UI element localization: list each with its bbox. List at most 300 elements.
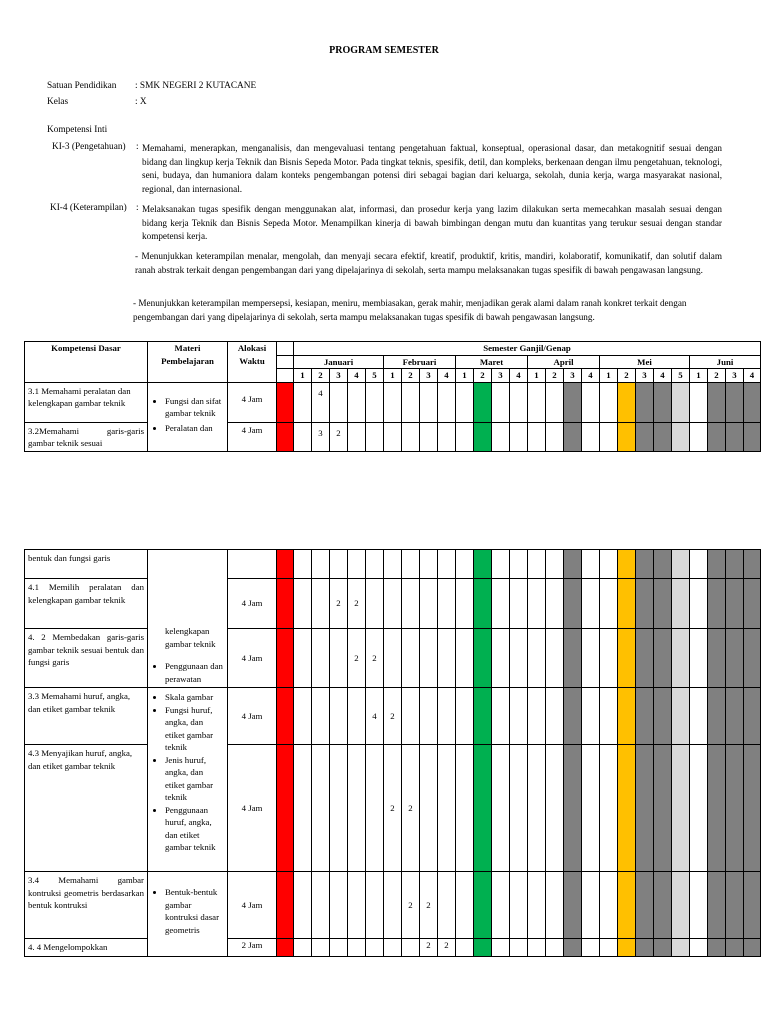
week-cell xyxy=(330,550,348,579)
week-cell-marked xyxy=(672,382,690,422)
week-cell-marked xyxy=(636,939,654,957)
header-month-1: Januari xyxy=(294,355,384,369)
week-cell: 2 xyxy=(402,872,420,939)
header-month-2: Februari xyxy=(384,355,456,369)
week-cell xyxy=(330,745,348,872)
kd-cell: 4. 2 Membedakan garis-garis gambar teknik sesuai bentuk dan fungsi garis xyxy=(25,629,148,688)
week-cell-marked xyxy=(654,382,672,422)
kd-cell: bentuk dan fungsi garis xyxy=(25,550,148,579)
week-cell xyxy=(528,688,546,745)
week-cell xyxy=(348,939,366,957)
header-materi: Materi Pembelajaran xyxy=(148,342,228,383)
week-cell: 2 xyxy=(348,629,366,688)
week-cell xyxy=(546,939,564,957)
header-week: 4 xyxy=(348,369,366,383)
week-cell xyxy=(690,939,708,957)
week-cell xyxy=(510,939,528,957)
week-cell xyxy=(330,688,348,745)
week-cell-marked xyxy=(277,629,294,688)
week-cell xyxy=(582,422,600,451)
alokasi-cell: 4 Jam xyxy=(228,382,277,422)
materi-cell xyxy=(148,382,228,451)
week-cell xyxy=(510,629,528,688)
header-spacer xyxy=(277,342,294,356)
materi-cell xyxy=(148,688,228,872)
week-cell-marked xyxy=(277,382,294,422)
week-cell-marked xyxy=(277,550,294,579)
ki-heading: Kompetensi Inti xyxy=(47,125,108,135)
week-cell xyxy=(312,872,330,939)
week-cell-marked xyxy=(564,422,582,451)
week-cell xyxy=(366,382,384,422)
week-cell xyxy=(456,872,474,939)
week-cell-marked xyxy=(708,939,726,957)
week-cell: 4 xyxy=(312,382,330,422)
week-cell xyxy=(294,550,312,579)
header-week: 3 xyxy=(564,369,582,383)
week-cell-marked xyxy=(618,872,636,939)
week-cell xyxy=(438,550,456,579)
week-cell-marked xyxy=(564,629,582,688)
alokasi-cell: 4 Jam xyxy=(228,745,277,872)
week-cell xyxy=(402,422,420,451)
ki4-label: KI-4 (Keterampilan) xyxy=(50,203,127,213)
week-cell-marked xyxy=(744,688,761,745)
week-cell xyxy=(366,579,384,629)
week-cell-marked xyxy=(744,872,761,939)
week-cell xyxy=(402,550,420,579)
alokasi-cell: 4 Jam xyxy=(228,629,277,688)
week-cell-marked xyxy=(654,939,672,957)
week-cell xyxy=(492,550,510,579)
week-cell xyxy=(438,382,456,422)
week-cell xyxy=(294,872,312,939)
week-cell-marked xyxy=(564,550,582,579)
week-cell-marked xyxy=(564,745,582,872)
week-cell xyxy=(492,629,510,688)
kd-cell: 3.4 Memahami gambar kontruksi geometris berdasarkan bentuk kontruksi xyxy=(25,872,148,939)
week-cell xyxy=(456,550,474,579)
header-week: 3 xyxy=(420,369,438,383)
week-cell xyxy=(348,550,366,579)
header-week: 3 xyxy=(330,369,348,383)
week-cell-marked xyxy=(744,422,761,451)
week-cell-marked xyxy=(636,872,654,939)
header-week: 4 xyxy=(438,369,456,383)
week-cell-marked xyxy=(277,422,294,451)
ki4-text: Melaksanakan tugas spesifik dengan menggunakan alat, informasi, dan prosedur kerja yang lazim dilakukan serta memecahkan masalah sesuai dengan bidang kerja Teknik dan Bisnis Sepeda Motor. Menampilkan kinerja di bawah bimbingan dengan mutu dan kuantitas yang terukur sesuai dengan standar kompetensi kerja. xyxy=(142,204,722,242)
week-cell-marked xyxy=(564,382,582,422)
ki3-text: Memahami, menerapkan, menganalisis, dan mengevaluasi tentang pengetahuan faktual, konseptual, operasional dasar, dan metakognitif sesuai dengan bidang dan lingkup kerja Teknik dan Bisnis Sepeda Motor. Pada tingkat teknis, spesifik, detil, dan kompleks, berkenaan dengan ilmu pengetahuan, teknologi, seni, budaya, dan humaniora dalam konteks pengembangan potensi diri sebagai bagian dari keluarga, sekolah, dunia kerja, warga masyarakat nasional, regional, dan internasional. xyxy=(142,143,722,194)
week-cell xyxy=(420,629,438,688)
week-cell xyxy=(456,745,474,872)
week-cell xyxy=(510,688,528,745)
kd-cell: 4. 4 Mengelompokkan xyxy=(25,939,148,957)
week-cell-marked xyxy=(672,745,690,872)
header-month-6: Juni xyxy=(690,355,761,369)
week-cell xyxy=(456,422,474,451)
kelas-label: Kelas xyxy=(47,97,69,107)
week-cell xyxy=(312,939,330,957)
week-cell xyxy=(528,939,546,957)
header-week: 2 xyxy=(708,369,726,383)
week-cell xyxy=(492,745,510,872)
week-cell xyxy=(492,579,510,629)
week-cell: 2 xyxy=(402,745,420,872)
week-cell xyxy=(546,550,564,579)
week-cell xyxy=(384,872,402,939)
materi-item: • Fungsi huruf, angka, dan etiket gambar teknik xyxy=(165,704,224,754)
week-cell-marked xyxy=(672,688,690,745)
alokasi-cell: 4 Jam xyxy=(228,579,277,629)
week-cell xyxy=(528,422,546,451)
week-cell-marked xyxy=(744,939,761,957)
header-month-3: Maret xyxy=(456,355,528,369)
week-cell xyxy=(294,422,312,451)
materi-item: • Jenis huruf, angka, dan etiket gambar teknik xyxy=(165,754,224,804)
header-week: 3 xyxy=(492,369,510,383)
week-cell xyxy=(582,872,600,939)
week-cell-marked xyxy=(654,579,672,629)
week-cell xyxy=(438,422,456,451)
page-title: PROGRAM SEMESTER xyxy=(329,45,439,56)
week-cell xyxy=(294,579,312,629)
week-cell xyxy=(312,629,330,688)
week-cell-marked xyxy=(708,422,726,451)
week-cell-marked xyxy=(708,579,726,629)
week-cell xyxy=(582,382,600,422)
week-cell xyxy=(600,382,618,422)
week-cell xyxy=(366,872,384,939)
week-cell xyxy=(402,629,420,688)
week-cell xyxy=(600,550,618,579)
week-cell xyxy=(582,688,600,745)
week-cell-marked xyxy=(726,688,744,745)
ki4-bullet-2: - Menunjukkan keterampilan mempersepsi, kesiapan, meniru, membiasakan, gerak mahir, menjadikan gerak alami dalam ranah konkret terkait dengan pengembangan dari yang dipelajarinya di sekolah, serta mampu melaksanakan tugas spesifik di bawah pengawasan langsung. xyxy=(133,298,687,322)
week-cell xyxy=(330,382,348,422)
satuan-value: : SMK NEGERI 2 KUTACANE xyxy=(135,81,257,91)
kd-cell: 3.3 Memahami huruf, angka, dan etiket gambar teknik xyxy=(25,688,148,745)
week-cell xyxy=(456,688,474,745)
week-cell-marked xyxy=(726,579,744,629)
week-cell-marked xyxy=(636,422,654,451)
header-week: 2 xyxy=(402,369,420,383)
week-cell xyxy=(582,939,600,957)
week-cell-marked xyxy=(654,688,672,745)
week-cell-marked xyxy=(618,688,636,745)
header-week: 2 xyxy=(546,369,564,383)
week-cell-marked xyxy=(726,872,744,939)
week-cell xyxy=(402,688,420,745)
week-cell xyxy=(438,579,456,629)
header-alokasi: Alokasi Waktu xyxy=(228,342,277,383)
week-cell xyxy=(546,422,564,451)
header-week: 3 xyxy=(636,369,654,383)
week-cell: 2 xyxy=(366,629,384,688)
week-cell xyxy=(690,422,708,451)
week-cell xyxy=(420,579,438,629)
week-cell xyxy=(402,939,420,957)
week-cell xyxy=(492,939,510,957)
week-cell xyxy=(546,688,564,745)
week-cell xyxy=(384,422,402,451)
week-cell: 2 xyxy=(348,579,366,629)
week-cell xyxy=(294,939,312,957)
week-cell xyxy=(528,629,546,688)
week-cell-marked xyxy=(474,550,492,579)
program-table-2 xyxy=(24,549,761,957)
week-cell xyxy=(510,872,528,939)
week-cell: 3 xyxy=(312,422,330,451)
week-cell-marked xyxy=(636,688,654,745)
week-cell xyxy=(600,579,618,629)
week-cell-marked xyxy=(672,939,690,957)
week-cell xyxy=(546,382,564,422)
header-week: 1 xyxy=(384,369,402,383)
week-cell xyxy=(690,579,708,629)
week-cell xyxy=(330,629,348,688)
week-cell-marked xyxy=(564,579,582,629)
week-cell-marked xyxy=(618,745,636,872)
week-cell-marked xyxy=(744,745,761,872)
materi-item: • Skala gambar xyxy=(165,691,224,704)
week-cell-marked xyxy=(474,422,492,451)
week-cell xyxy=(528,579,546,629)
materi-item: • Penggunaan dan perawatan xyxy=(165,660,224,685)
week-cell xyxy=(420,688,438,745)
week-cell xyxy=(528,382,546,422)
week-cell-marked xyxy=(672,550,690,579)
week-cell xyxy=(546,629,564,688)
week-cell xyxy=(366,745,384,872)
alokasi-cell: 4 Jam xyxy=(228,422,277,451)
materi-item: • Peralatan dan xyxy=(165,422,224,435)
week-cell xyxy=(492,688,510,745)
ki3-label: KI-3 (Pengetahuan) xyxy=(52,142,126,152)
week-cell-marked xyxy=(726,550,744,579)
week-cell xyxy=(546,745,564,872)
week-cell-marked xyxy=(708,550,726,579)
week-cell-marked xyxy=(708,382,726,422)
header-spacer-2 xyxy=(277,355,294,369)
week-cell xyxy=(384,550,402,579)
week-cell xyxy=(402,579,420,629)
week-cell xyxy=(456,629,474,688)
week-cell xyxy=(294,629,312,688)
alokasi-cell: 4 Jam xyxy=(228,872,277,939)
week-cell-marked xyxy=(708,688,726,745)
week-cell xyxy=(438,745,456,872)
materi-item: • Penggunaan huruf, angka, dan etiket gambar teknik xyxy=(165,804,224,854)
week-cell xyxy=(600,629,618,688)
week-cell xyxy=(384,382,402,422)
week-cell xyxy=(348,872,366,939)
week-cell xyxy=(384,939,402,957)
week-cell-marked xyxy=(564,939,582,957)
week-cell xyxy=(348,382,366,422)
week-cell xyxy=(492,872,510,939)
week-cell-marked xyxy=(474,688,492,745)
header-week: 4 xyxy=(744,369,761,383)
week-cell-marked xyxy=(726,745,744,872)
header-week: 4 xyxy=(582,369,600,383)
ki3-colon: : xyxy=(136,142,139,152)
materi-item: • Fungsi dan sifat gambar teknik xyxy=(165,395,224,420)
week-cell xyxy=(330,939,348,957)
week-cell xyxy=(600,422,618,451)
materi-cell xyxy=(148,550,228,688)
week-cell-marked xyxy=(564,872,582,939)
header-week: 1 xyxy=(600,369,618,383)
week-cell xyxy=(546,579,564,629)
week-cell: 2 xyxy=(330,579,348,629)
week-cell-marked xyxy=(726,939,744,957)
week-cell xyxy=(690,688,708,745)
satuan-label: Satuan Pendidikan xyxy=(47,81,117,91)
week-cell xyxy=(456,939,474,957)
week-cell xyxy=(492,382,510,422)
kd-cell: 4.3 Menyajikan huruf, angka, dan etiket gambar teknik xyxy=(25,745,148,872)
week-cell xyxy=(348,745,366,872)
materi-text: kelengkapan gambar teknik xyxy=(165,626,216,649)
header-week: 1 xyxy=(528,369,546,383)
header-week: 1 xyxy=(690,369,708,383)
week-cell: 2 xyxy=(420,872,438,939)
week-cell-marked xyxy=(672,422,690,451)
program-table-1 xyxy=(24,341,761,452)
alokasi-cell xyxy=(228,550,277,579)
header-spacer-3 xyxy=(277,369,294,383)
week-cell xyxy=(582,579,600,629)
week-cell-marked xyxy=(744,579,761,629)
week-cell xyxy=(366,550,384,579)
week-cell xyxy=(348,422,366,451)
alokasi-cell: 4 Jam xyxy=(228,688,277,745)
week-cell: 2 xyxy=(330,422,348,451)
week-cell-marked xyxy=(744,382,761,422)
week-cell xyxy=(528,872,546,939)
week-cell-marked xyxy=(618,939,636,957)
week-cell xyxy=(312,688,330,745)
week-cell xyxy=(510,382,528,422)
header-week: 1 xyxy=(456,369,474,383)
week-cell xyxy=(600,939,618,957)
week-cell xyxy=(510,550,528,579)
header-week: 2 xyxy=(618,369,636,383)
week-cell xyxy=(438,872,456,939)
week-cell xyxy=(510,579,528,629)
week-cell-marked xyxy=(744,629,761,688)
week-cell-marked xyxy=(654,422,672,451)
week-cell-marked xyxy=(618,422,636,451)
week-cell xyxy=(690,745,708,872)
week-cell-marked xyxy=(636,579,654,629)
week-cell-marked xyxy=(474,579,492,629)
week-cell-marked xyxy=(636,382,654,422)
week-cell-marked xyxy=(726,382,744,422)
week-cell-marked xyxy=(636,629,654,688)
week-cell xyxy=(510,422,528,451)
week-cell: 2 xyxy=(438,939,456,957)
week-cell xyxy=(420,382,438,422)
week-cell-marked xyxy=(708,629,726,688)
week-cell xyxy=(294,382,312,422)
week-cell xyxy=(528,745,546,872)
week-cell xyxy=(366,422,384,451)
week-cell xyxy=(312,745,330,872)
week-cell xyxy=(384,579,402,629)
week-cell: 2 xyxy=(384,745,402,872)
week-cell-marked xyxy=(277,939,294,957)
week-cell xyxy=(690,629,708,688)
kelas-value: : X xyxy=(135,97,147,107)
week-cell-marked xyxy=(474,939,492,957)
week-cell xyxy=(528,550,546,579)
kd-cell: 3.1 Memahami peralatan dan kelengkapan gambar teknik xyxy=(25,382,148,422)
week-cell-marked xyxy=(672,579,690,629)
header-week: 4 xyxy=(510,369,528,383)
week-cell xyxy=(384,629,402,688)
week-cell-marked xyxy=(708,745,726,872)
week-cell-marked xyxy=(474,745,492,872)
week-cell xyxy=(600,745,618,872)
week-cell xyxy=(690,382,708,422)
week-cell-marked xyxy=(474,629,492,688)
week-cell xyxy=(582,550,600,579)
week-cell xyxy=(366,939,384,957)
header-week: 2 xyxy=(474,369,492,383)
week-cell xyxy=(546,872,564,939)
week-cell xyxy=(600,688,618,745)
week-cell-marked xyxy=(277,745,294,872)
week-cell: 2 xyxy=(384,688,402,745)
week-cell-marked xyxy=(654,745,672,872)
ki4-bullet-1: - Menunjukkan keterampilan menalar, mengolah, dan menyaji secara efektif, kreatif, produktif, kritis, mandiri, kolaboratif, komunikatif, dan solutif dalam ranah abstrak terkait dengan pengembangan dari yang dipelajarinya di sekolah, serta mampu melaksanakan tugas spesifik di bawah pengawasan langsung. xyxy=(135,251,722,275)
week-cell-marked xyxy=(654,872,672,939)
header-week: 5 xyxy=(672,369,690,383)
header-week: 2 xyxy=(312,369,330,383)
header-semester: Semester Ganjil/Genap xyxy=(294,342,761,356)
week-cell-marked xyxy=(708,872,726,939)
week-cell xyxy=(312,579,330,629)
week-cell xyxy=(456,382,474,422)
kd-cell: 3.2Memahami garis-garis gambar teknik sesuai xyxy=(25,422,148,451)
week-cell xyxy=(438,629,456,688)
week-cell xyxy=(420,422,438,451)
week-cell-marked xyxy=(654,550,672,579)
week-cell-marked xyxy=(636,550,654,579)
week-cell-marked xyxy=(618,629,636,688)
week-cell xyxy=(438,688,456,745)
week-cell xyxy=(312,550,330,579)
week-cell xyxy=(402,382,420,422)
week-cell-marked xyxy=(564,688,582,745)
week-cell xyxy=(294,688,312,745)
header-month-5: Mei xyxy=(600,355,690,369)
week-cell-marked xyxy=(726,422,744,451)
week-cell xyxy=(420,550,438,579)
materi-item: • Bentuk-bentuk gambar kontruksi dasar geometris xyxy=(165,886,224,936)
week-cell-marked xyxy=(474,872,492,939)
week-cell-marked xyxy=(277,579,294,629)
week-cell xyxy=(600,872,618,939)
header-kd: Kompetensi Dasar xyxy=(25,342,148,383)
header-month-4: April xyxy=(528,355,600,369)
week-cell xyxy=(492,422,510,451)
week-cell-marked xyxy=(654,629,672,688)
week-cell-marked xyxy=(618,579,636,629)
week-cell xyxy=(582,629,600,688)
